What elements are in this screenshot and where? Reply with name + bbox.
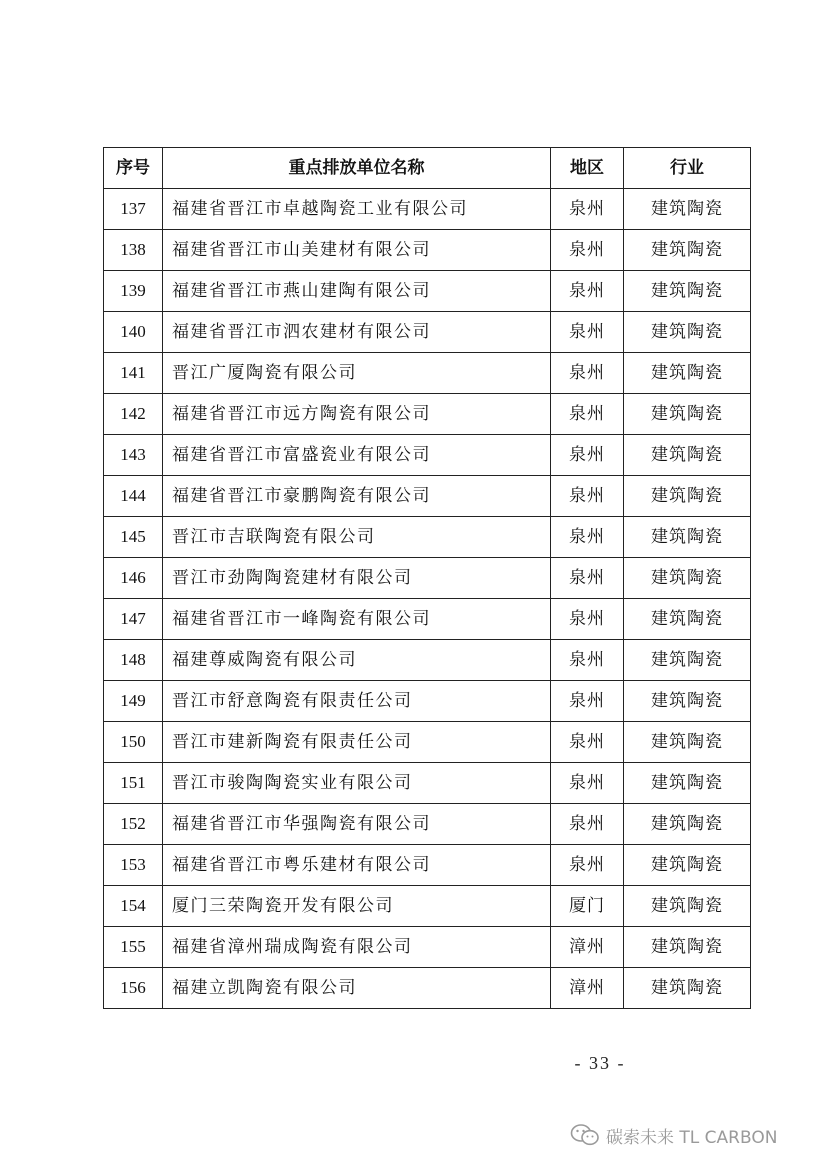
industry-cell: 建筑陶瓷 (624, 271, 751, 312)
page-number: - 33 - (574, 1053, 626, 1073)
seq-cell: 156 (104, 968, 163, 1009)
region-cell: 泉州 (551, 558, 624, 599)
industry-cell: 建筑陶瓷 (624, 394, 751, 435)
region-cell: 泉州 (551, 804, 624, 845)
region-cell: 泉州 (551, 271, 624, 312)
seq-cell: 137 (104, 189, 163, 230)
unit-name-cell: 晋江市建新陶瓷有限责任公司 (163, 722, 551, 763)
table-row (104, 394, 751, 435)
unit-name-cell: 福建省晋江市富盛瓷业有限公司 (163, 435, 551, 476)
seq-cell: 140 (104, 312, 163, 353)
table-row (104, 845, 751, 886)
industry-cell: 建筑陶瓷 (624, 312, 751, 353)
seq-cell: 150 (104, 722, 163, 763)
wechat-icon (570, 1123, 600, 1147)
seq-cell: 144 (104, 476, 163, 517)
header-name: 重点排放单位名称 (163, 148, 551, 189)
seq-cell: 146 (104, 558, 163, 599)
unit-name-cell: 福建省晋江市一峰陶瓷有限公司 (163, 599, 551, 640)
industry-cell: 建筑陶瓷 (624, 599, 751, 640)
table-row (104, 722, 751, 763)
table-row (104, 886, 751, 927)
header-region: 地区 (551, 148, 624, 189)
unit-name-cell: 福建省晋江市卓越陶瓷工业有限公司 (163, 189, 551, 230)
unit-name-cell: 晋江市舒意陶瓷有限责任公司 (163, 681, 551, 722)
region-cell: 泉州 (551, 681, 624, 722)
table-header-row (104, 148, 751, 189)
table-row (104, 312, 751, 353)
region-cell: 泉州 (551, 845, 624, 886)
industry-cell: 建筑陶瓷 (624, 722, 751, 763)
seq-cell: 138 (104, 230, 163, 271)
table-row (104, 230, 751, 271)
industry-cell: 建筑陶瓷 (624, 886, 751, 927)
unit-name-cell: 福建省漳州瑞成陶瓷有限公司 (163, 927, 551, 968)
table-row (104, 640, 751, 681)
region-cell: 泉州 (551, 435, 624, 476)
industry-cell: 建筑陶瓷 (624, 927, 751, 968)
seq-cell: 147 (104, 599, 163, 640)
seq-cell: 151 (104, 763, 163, 804)
table-row (104, 189, 751, 230)
region-cell: 泉州 (551, 353, 624, 394)
industry-cell: 建筑陶瓷 (624, 845, 751, 886)
seq-cell: 149 (104, 681, 163, 722)
unit-name-cell: 福建立凯陶瓷有限公司 (163, 968, 551, 1009)
unit-name-cell: 晋江市劲陶陶瓷建材有限公司 (163, 558, 551, 599)
table-row (104, 763, 751, 804)
industry-cell: 建筑陶瓷 (624, 517, 751, 558)
unit-name-cell: 福建尊威陶瓷有限公司 (163, 640, 551, 681)
industry-cell: 建筑陶瓷 (624, 353, 751, 394)
industry-cell: 建筑陶瓷 (624, 189, 751, 230)
industry-cell: 建筑陶瓷 (624, 804, 751, 845)
header-seq: 序号 (104, 148, 163, 189)
table-row (104, 968, 751, 1009)
table-row (104, 804, 751, 845)
region-cell: 漳州 (551, 927, 624, 968)
unit-name-cell: 福建省晋江市远方陶瓷有限公司 (163, 394, 551, 435)
watermark-text: 碳索未来 TL CARBON (606, 1127, 778, 1148)
seq-cell: 152 (104, 804, 163, 845)
seq-cell: 139 (104, 271, 163, 312)
region-cell: 泉州 (551, 189, 624, 230)
table-row (104, 271, 751, 312)
region-cell: 泉州 (551, 312, 624, 353)
unit-name-cell: 晋江市骏陶陶瓷实业有限公司 (163, 763, 551, 804)
table-row (104, 476, 751, 517)
table-row (104, 517, 751, 558)
unit-name-cell: 晋江市吉联陶瓷有限公司 (163, 517, 551, 558)
header-industry: 行业 (624, 148, 751, 189)
region-cell: 泉州 (551, 394, 624, 435)
unit-name-cell: 福建省晋江市山美建材有限公司 (163, 230, 551, 271)
table-row (104, 353, 751, 394)
industry-cell: 建筑陶瓷 (624, 763, 751, 804)
region-cell: 泉州 (551, 722, 624, 763)
table-row (104, 681, 751, 722)
industry-cell: 建筑陶瓷 (624, 681, 751, 722)
table-row (104, 599, 751, 640)
unit-name-cell: 福建省晋江市燕山建陶有限公司 (163, 271, 551, 312)
industry-cell: 建筑陶瓷 (624, 640, 751, 681)
unit-name-cell: 福建省晋江市泗农建材有限公司 (163, 312, 551, 353)
region-cell: 泉州 (551, 640, 624, 681)
region-cell: 泉州 (551, 517, 624, 558)
unit-name-cell: 福建省晋江市粤乐建材有限公司 (163, 845, 551, 886)
industry-cell: 建筑陶瓷 (624, 558, 751, 599)
unit-name-cell: 福建省晋江市华强陶瓷有限公司 (163, 804, 551, 845)
seq-cell: 141 (104, 353, 163, 394)
unit-name-cell: 厦门三荣陶瓷开发有限公司 (163, 886, 551, 927)
seq-cell: 142 (104, 394, 163, 435)
watermark (570, 1122, 777, 1148)
seq-cell: 155 (104, 927, 163, 968)
seq-cell: 154 (104, 886, 163, 927)
seq-cell: 153 (104, 845, 163, 886)
seq-cell: 143 (104, 435, 163, 476)
industry-cell: 建筑陶瓷 (624, 968, 751, 1009)
region-cell: 漳州 (551, 968, 624, 1009)
region-cell: 厦门 (551, 886, 624, 927)
seq-cell: 145 (104, 517, 163, 558)
unit-name-cell: 福建省晋江市豪鹏陶瓷有限公司 (163, 476, 551, 517)
seq-cell: 148 (104, 640, 163, 681)
emission-units-table (103, 147, 751, 1009)
table-row (104, 435, 751, 476)
region-cell: 泉州 (551, 599, 624, 640)
region-cell: 泉州 (551, 476, 624, 517)
industry-cell: 建筑陶瓷 (624, 435, 751, 476)
region-cell: 泉州 (551, 763, 624, 804)
region-cell: 泉州 (551, 230, 624, 271)
table-row (104, 558, 751, 599)
industry-cell: 建筑陶瓷 (624, 476, 751, 517)
table-row (104, 927, 751, 968)
industry-cell: 建筑陶瓷 (624, 230, 751, 271)
unit-name-cell: 晋江广厦陶瓷有限公司 (163, 353, 551, 394)
